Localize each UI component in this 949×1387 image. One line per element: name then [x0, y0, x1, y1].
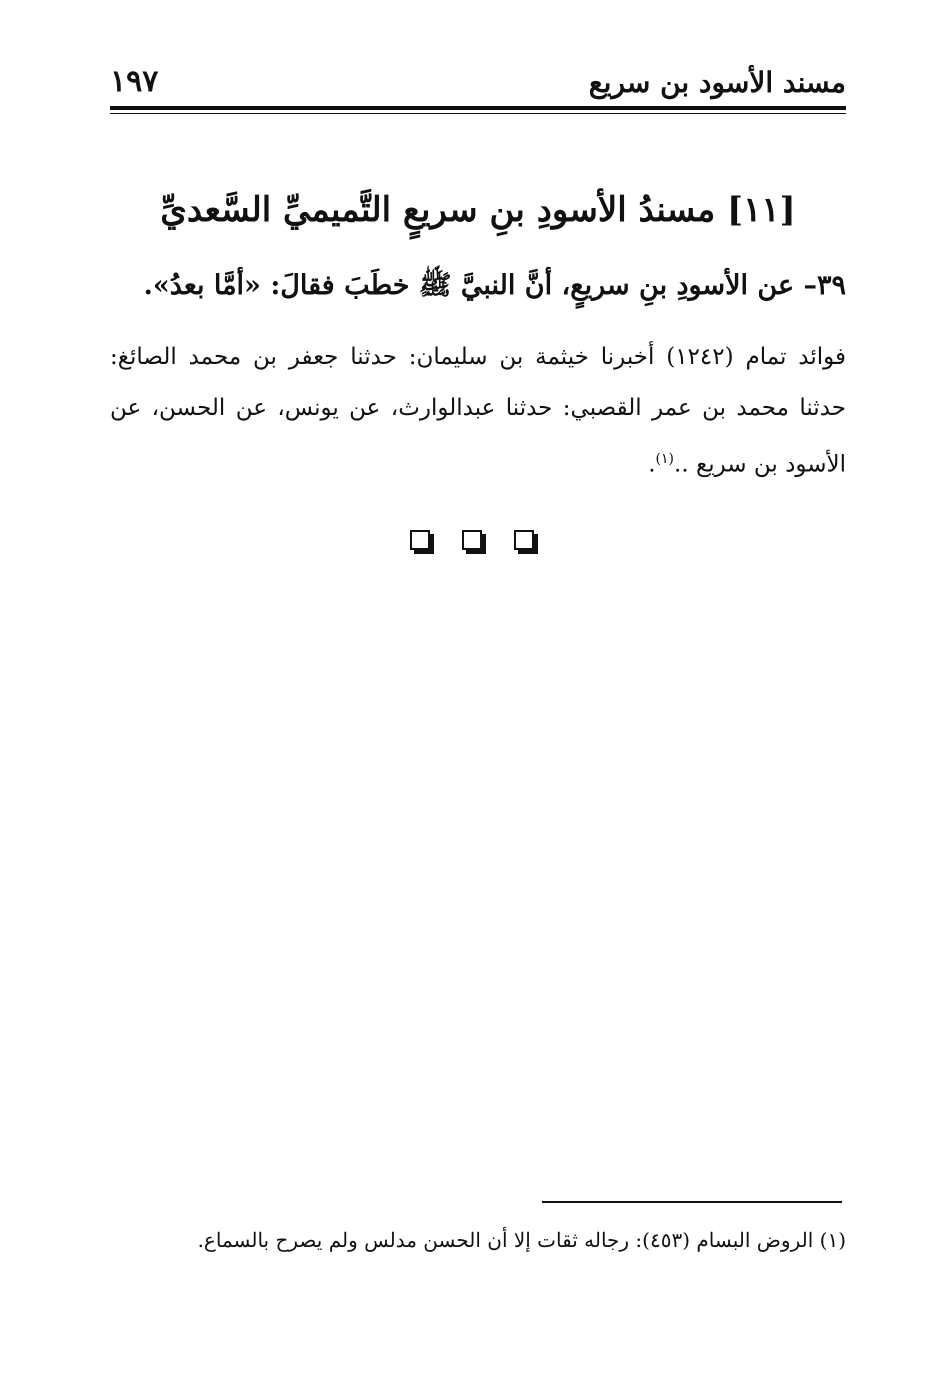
source-line-3: [110, 434, 846, 485]
separator-box-icon: [410, 530, 430, 550]
source-line-2: حدثنا محمد بن عمر القصبي: حدثنا عبدالوارث، عن يونس، عن الحسن، عن: [110, 395, 846, 421]
source-line-1: فوائد تمام (١٢٤٢) أخبرنا خيثمة بن سليمان: حدثنا جعفر بن محمد الصائغ:: [110, 344, 846, 370]
separator-box-icon: [514, 530, 534, 550]
header-rule-thin: [110, 113, 846, 114]
running-title: مسند الأسود بن سريع: [588, 66, 846, 99]
footnote-rule: [542, 1201, 842, 1203]
separator-box-icon: [462, 530, 482, 550]
section-separator: [410, 530, 540, 556]
hadith-text: ٣٩– عن الأسودِ بنِ سريعٍ، أنَّ النبيَّ ﷺ خطَبَ فقالَ: «أمَّا بعدُ».: [143, 270, 846, 301]
page-header: [110, 62, 846, 106]
section-heading: [١١] مسندُ الأسودِ بنِ سريعٍ التَّميميِّ السَّعديِّ: [160, 190, 796, 230]
header-rule: [110, 106, 846, 110]
source-paragraph: [110, 332, 846, 485]
page-number: ١٩٧: [110, 64, 159, 99]
source-line-3-end: .: [648, 451, 656, 478]
source-line-3-text: الأسود بن سريع ..: [674, 451, 846, 478]
footnote-marker: (١): [655, 451, 675, 467]
footnote: (١) الروض البسام (٤٥٣): رجاله ثقات إلا أن الحسن مدلس ولم يصرح بالسماع.: [197, 1228, 846, 1252]
